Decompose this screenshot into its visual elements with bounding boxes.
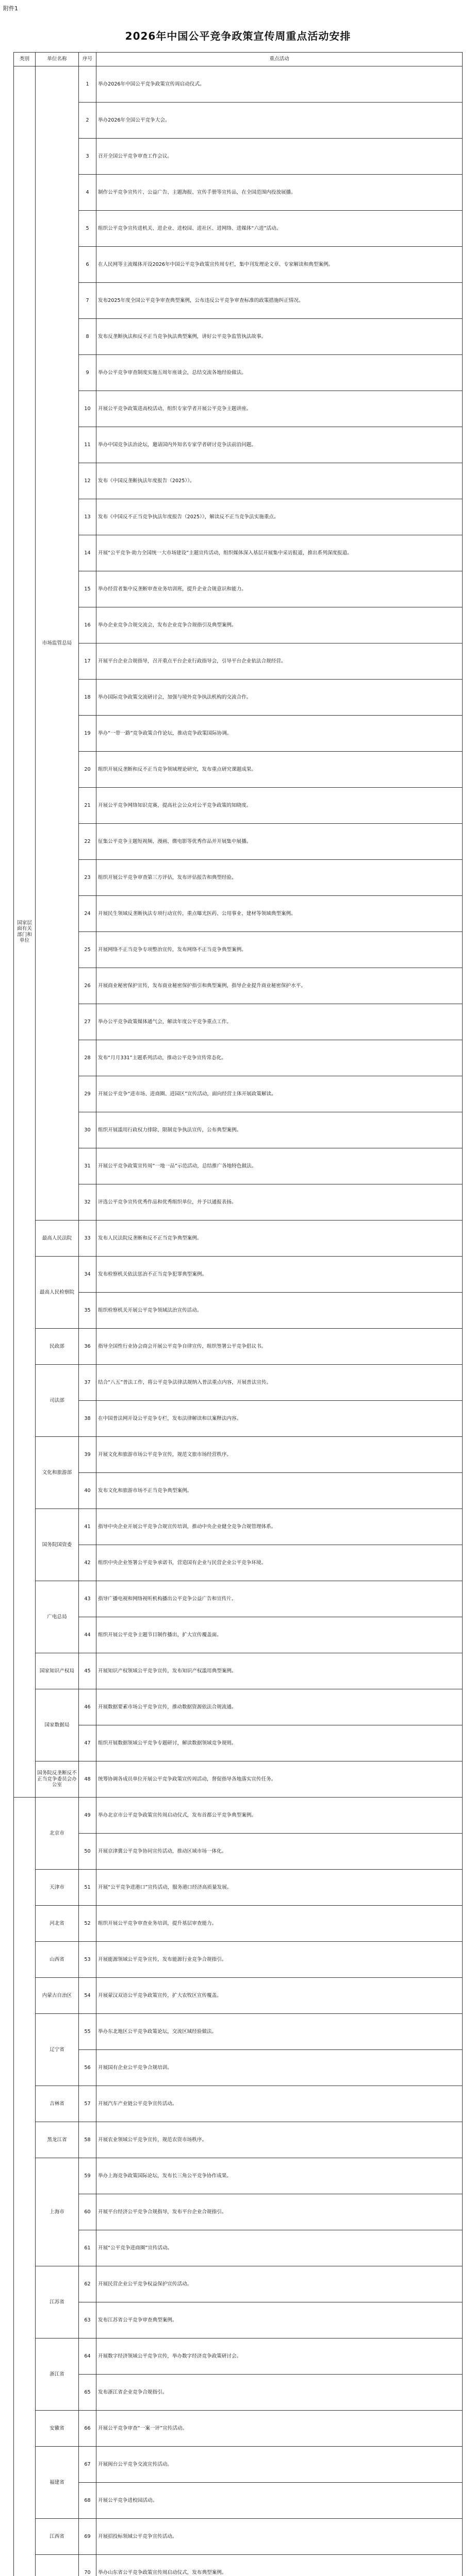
activity-cell: 开展民营企业公平竞争权益保护宣传活动。 [96,2266,463,2302]
row-number-cell: 60 [79,2194,96,2230]
table-row [14,1040,463,1076]
activity-cell: 组织检察机关开展公平竞争领域法治宣传活动。 [96,1293,463,1329]
row-number-cell: 61 [79,2230,96,2266]
activity-cell: 举办2026年全国公平竞争大会。 [96,103,463,139]
table-row [14,643,463,680]
activity-cell: 开展蒙汉双语公平竞争政策宣传，扩大农牧区宣传覆盖。 [96,1978,463,2014]
activity-table-container [13,52,462,2576]
row-number-cell: 38 [79,1401,96,1437]
row-number-cell: 62 [79,2266,96,2302]
activity-cell: 开展“公平竞争进商圈”宣传活动。 [96,2230,463,2266]
header-row [14,53,463,66]
row-number-cell: 55 [79,2014,96,2050]
unit-name-cell: 上海市 [36,2158,79,2266]
table-row [14,1942,463,1978]
row-number-cell: 7 [79,283,96,319]
unit-name-cell: 福建省 [36,2447,79,2519]
table-row [14,2050,463,2086]
activity-cell: 组织开展滥用行政权力排除、限制竞争执法宣传，公布典型案例。 [96,1112,463,1148]
table-row [14,1870,463,1906]
table-row [14,752,463,788]
activity-cell: 举办山东省公平竞争政策宣传周启动仪式，发布典型案例。 [96,2555,463,2576]
activity-cell: 组织开展公平竞争主题节目制作播出，扩大宣传覆盖面。 [96,1617,463,1653]
row-number-cell: 48 [79,1761,96,1798]
activity-cell: 开展京津冀公平竞争协同宣传活动，推动区域市场一体化。 [96,1834,463,1870]
activity-cell: 指导广播电视和网络视听机构播出公平竞争公益广告和宣传片。 [96,1581,463,1617]
activity-cell: 开展公平竞争网络知识竞赛，提高社会公众对公平竞争政策的知晓度。 [96,788,463,824]
row-number-cell: 18 [79,680,96,716]
unit-name-cell: 市场监管总局 [36,66,79,1221]
activity-cell: 在人民网等主流媒体开设2026年中国公平竞争政策宣传周专栏，集中刊发理论文章、专家解读和典型案例。 [96,247,463,283]
unit-name-cell: 黑龙江省 [36,2122,79,2158]
activity-cell: 评选公平竞争宣传优秀作品和优秀组织单位，并予以通报表扬。 [96,1184,463,1221]
activity-cell: 开展公平竞争政策宣传周“一地一品”示范活动，总结推广各地特色做法。 [96,1148,463,1184]
unit-name-cell: 广电总局 [36,1581,79,1653]
table-row [14,1148,463,1184]
activity-cell: 开展公平竞争进校园活动。 [96,2483,463,2519]
unit-name-cell: 江苏省 [36,2266,79,2338]
row-number-cell: 43 [79,1581,96,1617]
table-row [14,2338,463,2375]
activity-cell: 统筹协调各成员单位开展公平竞争政策宣传周活动，督促指导各地落实宣传任务。 [96,1761,463,1798]
table-row [14,1906,463,1942]
row-number-cell: 8 [79,319,96,355]
row-number-cell: 27 [79,1004,96,1040]
table-row [14,2158,463,2194]
row-number-cell: 52 [79,1906,96,1942]
activity-cell: 指导全国性行业协会商会开展公平竞争自律宣传，组织签署公平竞争倡议书。 [96,1329,463,1365]
unit-name-cell: 司法部 [36,1365,79,1437]
row-number-cell: 4 [79,175,96,211]
activity-cell: 发布《中国反垄断执法年度报告（2025）》。 [96,463,463,499]
table-row [14,1004,463,1040]
activity-cell: 举办上海竞争政策国际论坛，发布长三角公平竞争协作成果。 [96,2158,463,2194]
activity-cell: 开展“公平竞争·助力全国统一大市场建设”主题宣传活动，组织媒体深入基层开展集中采访报道，推出系列深度报道。 [96,535,463,571]
table-row [14,2122,463,2158]
row-number-cell: 12 [79,463,96,499]
table-row [14,1365,463,1401]
row-number-cell: 25 [79,932,96,968]
unit-name-cell: 北京市 [36,1798,79,1870]
row-number-cell: 33 [79,1221,96,1257]
row-number-cell: 17 [79,643,96,680]
activity-cell: 发布“月月331”主题系列活动，推动公平竞争宣传常态化。 [96,1040,463,1076]
unit-name-cell: 最高人民法院 [36,1221,79,1257]
table-row [14,1329,463,1365]
row-number-cell: 29 [79,1076,96,1112]
unit-name-cell: 江西省 [36,2519,79,2555]
table-row [14,1834,463,1870]
unit-name-cell: 河北省 [36,1906,79,1942]
activity-cell: 发布《中国反不正当竞争执法年度报告（2025）》，解读反不正当竞争法实施重点。 [96,499,463,535]
row-number-cell: 49 [79,1798,96,1834]
unit-name-cell: 国务院国资委 [36,1509,79,1581]
activity-cell: 发布文化和旅游市场不正当竞争典型案例。 [96,1473,463,1509]
table-row [14,1509,463,1545]
table-row [14,427,463,463]
activity-cell: 发布反垄断执法和反不正当竞争执法典型案例，讲好公平竞争监管执法故事。 [96,319,463,355]
table-row [14,391,463,427]
row-number-cell: 41 [79,1509,96,1545]
activity-cell: 组织开展公平竞争审查业务培训，提升基层审查能力。 [96,1906,463,1942]
row-number-cell: 57 [79,2086,96,2122]
row-number-cell: 42 [79,1545,96,1581]
row-number-cell: 34 [79,1257,96,1293]
row-number-cell: 16 [79,607,96,643]
activity-cell: 开展招投标领域公平竞争宣传活动。 [96,2519,463,2555]
table-row [14,2519,463,2555]
unit-name-cell: 吉林省 [36,2086,79,2122]
header-category: 类别 [14,53,36,66]
unit-name-cell: 浙江省 [36,2338,79,2411]
table-row [14,1617,463,1653]
table-row [14,535,463,571]
table-row [14,247,463,283]
table-row [14,1112,463,1148]
table-row [14,1798,463,1834]
activity-cell: 开展商业秘密保护宣传，发布商业秘密保护指引和典型案例，指导企业提升商业秘密保护水平。 [96,968,463,1004]
row-number-cell: 58 [79,2122,96,2158]
table-row [14,860,463,896]
table-row [14,1293,463,1329]
activity-cell: 开展民生领域反垄断执法专项行动宣传，重点曝光医药、公用事业、建材等领域典型案例。 [96,896,463,932]
activity-cell: 举办企业竞争合规交流会，发布企业竞争合规指引及典型案例。 [96,607,463,643]
table-row [14,2483,463,2519]
row-number-cell: 59 [79,2158,96,2194]
header-number: 序号 [79,53,96,66]
unit-name-cell: 国务院反垄断反不正当竞争委员会办公室 [36,1761,79,1798]
table-row [14,680,463,716]
table-row [14,1221,463,1257]
activity-cell: 举办经营者集中反垄断审查业务培训班，提升企业合规意识和能力。 [96,571,463,607]
row-number-cell: 69 [79,2519,96,2555]
table-row [14,2447,463,2483]
row-number-cell: 31 [79,1148,96,1184]
activity-cell: 开展国有企业公平竞争合规培训。 [96,2050,463,2086]
activity-cell: 举办北京市公平竞争政策宣传周启动仪式，发布首都公平竞争典型案例。 [96,1798,463,1834]
activity-cell: 举办东北地区公平竞争政策论坛，交流区域经验做法。 [96,2014,463,2050]
row-number-cell: 53 [79,1942,96,1978]
header-activity: 重点活动 [96,53,463,66]
table-row [14,355,463,391]
activity-cell: 发布浙江省企业竞争合规指引。 [96,2375,463,2411]
unit-name-cell: 天津市 [36,1870,79,1906]
row-number-cell: 10 [79,391,96,427]
category-cell: 国家层面有关部门和单位 [14,66,36,1798]
table-row [14,1184,463,1221]
row-number-cell: 40 [79,1473,96,1509]
row-number-cell: 67 [79,2447,96,2483]
row-number-cell: 22 [79,824,96,860]
activity-cell: 召开全国公平竞争审查工作会议。 [96,139,463,175]
attachment-label: 附件1 [3,5,18,12]
table-row [14,1978,463,2014]
activity-cell: 开展能源领域公平竞争宣传，发布能源行业竞争合规指引。 [96,1942,463,1978]
header-unit: 单位名称 [36,53,79,66]
row-number-cell: 2 [79,103,96,139]
table-row [14,1761,463,1798]
table-row [14,1076,463,1112]
row-number-cell: 46 [79,1689,96,1725]
row-number-cell: 5 [79,211,96,247]
row-number-cell: 37 [79,1365,96,1401]
table-row [14,2266,463,2302]
unit-name-cell: 山西省 [36,1942,79,1978]
activity-cell: 结合“八五”普法工作，将公平竞争法律法规纳入普法重点内容，开展普法宣传。 [96,1365,463,1401]
row-number-cell: 63 [79,2302,96,2338]
unit-name-cell: 最高人民检察院 [36,1257,79,1329]
table-row [14,1653,463,1689]
activity-cell: 组织开展公平竞争审查第三方评估，发布评估报告和典型经验。 [96,860,463,896]
table-row [14,283,463,319]
row-number-cell: 19 [79,716,96,752]
activity-cell: 发布检察机关依法惩治不正当竞争犯罪典型案例。 [96,1257,463,1293]
row-number-cell: 28 [79,1040,96,1076]
table-row [14,139,463,175]
table-row [14,1257,463,1293]
activity-cell: 举办中国竞争法治论坛，邀请国内外知名专家学者研讨竞争法前沿问题。 [96,427,463,463]
table-row [14,1437,463,1473]
category-cell [14,1798,36,2576]
row-number-cell: 51 [79,1870,96,1906]
activity-cell: 举办国际竞争政策交流研讨会，加强与境外竞争执法机构的交流合作。 [96,680,463,716]
table-body [14,66,463,2576]
activity-cell: 举办公平竞争政策媒体通气会，解读年度公平竞争重点工作。 [96,1004,463,1040]
activity-cell: 开展公平竞争审查“一案一评”宣传活动。 [96,2411,463,2447]
row-number-cell: 54 [79,1978,96,2014]
activity-cell: 制作公平竞争宣传片、公益广告、主题海报、宣传手册等宣传品，在全国范围内投放展播。 [96,175,463,211]
table-row [14,211,463,247]
activity-cell: 征集公平竞争主题短视频、漫画、微电影等优秀作品并开展集中展播。 [96,824,463,860]
row-number-cell: 26 [79,968,96,1004]
table-row [14,1545,463,1581]
table-row [14,66,463,103]
activity-cell: 组织公平竞争宣传进机关、进企业、进校园、进社区、进网络、进媒体“六进”活动。 [96,211,463,247]
activity-cell: 发布2025年度全国公平竞争审查典型案例，公布违反公平竞争审查标准的政策措施纠正情况。 [96,283,463,319]
table-row [14,2086,463,2122]
table-row [14,716,463,752]
row-number-cell: 1 [79,66,96,103]
table-row [14,499,463,535]
table-row [14,2302,463,2338]
table-row [14,896,463,932]
unit-name-cell: 国家知识产权局 [36,1653,79,1689]
table-row [14,2194,463,2230]
row-number-cell: 66 [79,2411,96,2447]
table-row [14,968,463,1004]
row-number-cell: 3 [79,139,96,175]
activity-cell: 举办2026年中国公平竞争政策宣传周启动仪式。 [96,66,463,103]
unit-name-cell: 内蒙古自治区 [36,1978,79,2014]
row-number-cell: 68 [79,2483,96,2519]
row-number-cell: 9 [79,355,96,391]
table-header [14,53,463,66]
row-number-cell: 35 [79,1293,96,1329]
row-number-cell: 6 [79,247,96,283]
activity-cell: 开展“公平竞争进港口”宣传活动，服务港口经济高质量发展。 [96,1870,463,1906]
row-number-cell: 39 [79,1437,96,1473]
row-number-cell: 70 [79,2555,96,2576]
row-number-cell: 32 [79,1184,96,1221]
activity-cell: 发布人民法院反垄断和反不正当竞争典型案例。 [96,1221,463,1257]
row-number-cell: 20 [79,752,96,788]
row-number-cell: 44 [79,1617,96,1653]
unit-name-cell: 辽宁省 [36,2014,79,2086]
row-number-cell: 30 [79,1112,96,1148]
activity-table [13,52,463,2576]
activity-cell: 开展知识产权领域公平竞争宣传，发布知识产权滥用典型案例。 [96,1653,463,1689]
row-number-cell: 36 [79,1329,96,1365]
activity-cell: 组织开展数据领域公平竞争专题研讨，解读数据领域竞争规则。 [96,1725,463,1761]
row-number-cell: 13 [79,499,96,535]
table-row [14,2375,463,2411]
unit-name-cell: 国家数据局 [36,1689,79,1761]
row-number-cell: 56 [79,2050,96,2086]
activity-cell: 组织中央企业签署公平竞争承诺书，营造国有企业与民营企业公平竞争环境。 [96,1545,463,1581]
row-number-cell: 65 [79,2375,96,2411]
activity-cell: 开展文化和旅游市场公平竞争宣传，规范文旅市场经营秩序。 [96,1437,463,1473]
row-number-cell: 11 [79,427,96,463]
table-row [14,175,463,211]
table-row [14,1473,463,1509]
table-row [14,2230,463,2266]
row-number-cell: 24 [79,896,96,932]
table-row [14,103,463,139]
table-row [14,463,463,499]
table-row [14,607,463,643]
unit-name-cell [36,2555,79,2576]
table-row [14,2411,463,2447]
table-row [14,788,463,824]
activity-cell: 举办“一带一路”竞争政策合作论坛，推动竞争政策国际协调。 [96,716,463,752]
table-row [14,1401,463,1437]
row-number-cell: 21 [79,788,96,824]
activity-cell: 开展公平竞争“进市场、进商圈、进园区”宣传活动，面向经营主体开展政策解读。 [96,1076,463,1112]
activity-cell: 指导中央企业开展公平竞争合规宣传培训，推动中央企业健全竞争合规管理体系。 [96,1509,463,1545]
activity-cell: 开展平台企业合规指导，召开重点平台企业行政指导会，引导平台企业依法合规经营。 [96,643,463,680]
row-number-cell: 14 [79,535,96,571]
activity-cell: 开展数字经济领域公平竞争宣传，举办数字经济竞争政策研讨会。 [96,2338,463,2375]
activity-cell: 开展公平竞争政策进高校活动，组织专家学者开展公平竞争主题讲座。 [96,391,463,427]
table-row [14,571,463,607]
table-row [14,319,463,355]
table-row [14,1581,463,1617]
activity-cell: 在中国普法网开设公平竞争专栏，发布法律解读和以案释法内容。 [96,1401,463,1437]
activity-cell: 开展平台经济公平竞争合规指导，发布平台企业合规指引。 [96,2194,463,2230]
table-row [14,1689,463,1725]
row-number-cell: 64 [79,2338,96,2375]
activity-cell: 开展数据要素市场公平竞争宣传，推动数据资源依法合规流通。 [96,1689,463,1725]
unit-name-cell: 文化和旅游部 [36,1437,79,1509]
activity-cell: 开展汽车产业链公平竞争宣传活动。 [96,2086,463,2122]
table-row [14,2014,463,2050]
activity-cell: 开展闽台公平竞争交流宣传活动。 [96,2447,463,2483]
document-title: 2026年中国公平竞争政策宣传周重点活动安排 [125,30,351,42]
unit-name-cell: 安徽省 [36,2411,79,2447]
table-row [14,1725,463,1761]
activity-cell: 举办公平竞争审查制度实施五周年座谈会，总结交流各地经验做法。 [96,355,463,391]
row-number-cell: 23 [79,860,96,896]
row-number-cell: 50 [79,1834,96,1870]
activity-cell: 开展网络不正当竞争专项整治宣传，发布网络不正当竞争典型案例。 [96,932,463,968]
row-number-cell: 15 [79,571,96,607]
table-row [14,932,463,968]
activity-cell: 组织开展反垄断和反不正当竞争领域理论研究，发布重点研究课题成果。 [96,752,463,788]
activity-cell: 开展农业领域公平竞争宣传，规范农资市场秩序。 [96,2122,463,2158]
table-row [14,824,463,860]
activity-cell: 发布江苏省公平竞争审查典型案例。 [96,2302,463,2338]
unit-name-cell: 民政部 [36,1329,79,1365]
row-number-cell: 45 [79,1653,96,1689]
table-row [14,2555,463,2576]
row-number-cell: 47 [79,1725,96,1761]
